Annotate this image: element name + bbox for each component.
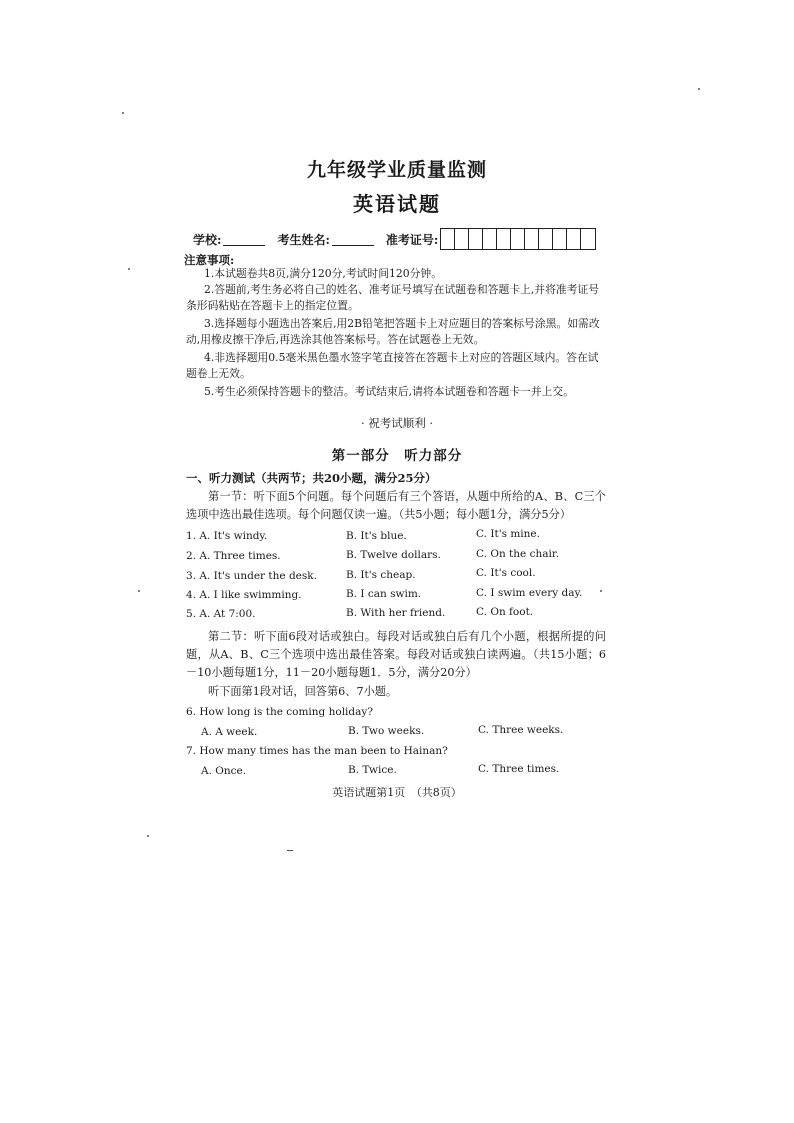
option-a: A. Once. [201, 765, 247, 777]
note-item: 4.非选择题用0.5毫米黑色墨水签字笔直接答在答题卡上对应的答题区域内。答在试题卷上无效。 [186, 351, 599, 380]
option-b: B. I can swim. [346, 588, 422, 600]
option-c: C. It's mine. [476, 528, 540, 540]
option-a: 1. A. It's windy. [186, 530, 268, 542]
page-footer: 英语试题第1页 （共8页） [332, 786, 462, 799]
school-blank[interactable] [223, 233, 265, 246]
dialogue1-instruction: 听下面第1段对话，回答第6、7小题。 [208, 685, 398, 698]
note-item: 1.本试题卷共8页,满分120分,考试时间120分钟。 [204, 267, 442, 280]
id-cell[interactable] [441, 229, 455, 249]
name-blank[interactable] [332, 233, 374, 246]
id-cell[interactable] [469, 229, 483, 249]
id-cell[interactable] [497, 229, 511, 249]
id-cell[interactable] [525, 229, 539, 249]
option-b: B. Twelve dollars. [346, 549, 441, 561]
option-a: 5. A. At 7:00. [186, 608, 256, 620]
id-number-boxes[interactable] [440, 228, 596, 250]
name-label: 考生姓名: [277, 232, 330, 247]
part-title: 第一部分 听力部分 [331, 448, 463, 464]
section1-instructions: 第一节：听下面5个问题。每个问题后有三个答语，从题中所给的A、B、C三个选项中选出最佳选项。每个问题仅读一遍。（共5小题；每小题1分，满分5分） [186, 490, 606, 521]
scan-speck [600, 590, 602, 592]
note-item: 3.选择题每小题选出答案后,用2B铅笔把答题卡上对应题目的答案标号涂黑。如需改动,用橡皮擦干净后,再选涂其他答案标号。答在试题卷上无效。 [186, 317, 600, 346]
candidate-info-row [193, 228, 596, 250]
id-cell[interactable] [455, 229, 469, 249]
option-b: B. With her friend. [346, 607, 446, 619]
note-item: 5.考生必须保持答题卡的整洁。考试结束后,请将本试题卷和答题卡一并上交。 [204, 385, 575, 398]
id-cell[interactable] [483, 229, 497, 249]
option-b: B. Two weeks. [348, 725, 425, 737]
good-luck-line: · 祝考试顺利 · [360, 416, 434, 430]
id-label: 准考证号: [385, 232, 439, 247]
option-b: B. It's blue. [346, 530, 407, 542]
note-item: 2.答题前,考生务必将自己的姓名、准考证号填写在试题卷和答题卡上,并将准考证号条形码粘贴在答题卡上的指定位置。 [186, 283, 600, 312]
question-stem: 6. How long is the coming holiday? [186, 706, 373, 718]
option-a: A. A week. [201, 726, 258, 738]
subject-title: 英语试题 [353, 192, 441, 216]
scan-speck [138, 590, 140, 592]
scan-speck [122, 112, 124, 114]
option-c: C. It's cool. [476, 567, 536, 579]
option-a: 4. A. I like swimming. [186, 589, 302, 601]
option-b: B. Twice. [348, 764, 397, 776]
option-a: 3. A. It's under the desk. [186, 570, 317, 582]
scan-speck [287, 850, 293, 851]
option-a: 2. A. Three times. [186, 550, 281, 562]
id-cell[interactable] [567, 229, 581, 249]
scan-speck [147, 835, 149, 837]
id-cell[interactable] [581, 229, 595, 249]
option-c: C. On foot. [476, 606, 534, 618]
scan-speck [128, 268, 130, 270]
option-c: C. On the chair. [476, 548, 560, 560]
option-c: C. I swim every day. [476, 587, 583, 599]
school-label: 学校: [193, 232, 222, 247]
notes-heading: 注意事项: [184, 253, 235, 267]
section2-instructions: 第二节：听下面6段对话或独白。每段对话或独白后有几个小题，根据所提的问题，从A、B、C三个选项中选出最佳答案。每段对话或独白读两遍。（共15小题；6－10小题每题1分，11－20小题每题1．5分，满分20分） [186, 630, 606, 679]
id-cell[interactable] [511, 229, 525, 249]
option-b: B. It's cheap. [346, 569, 416, 581]
question-stem: 7. How many times has the man been to Hainan? [186, 745, 448, 757]
section-title: 一、听力测试（共两节；共20小题，满分25分） [186, 471, 437, 485]
scan-speck [698, 88, 700, 90]
id-cell[interactable] [539, 229, 553, 249]
option-c: C. Three times. [478, 763, 560, 775]
id-cell[interactable] [553, 229, 567, 249]
option-c: C. Three weeks. [478, 724, 564, 736]
exam-title: 九年级学业质量监测 [306, 159, 487, 181]
